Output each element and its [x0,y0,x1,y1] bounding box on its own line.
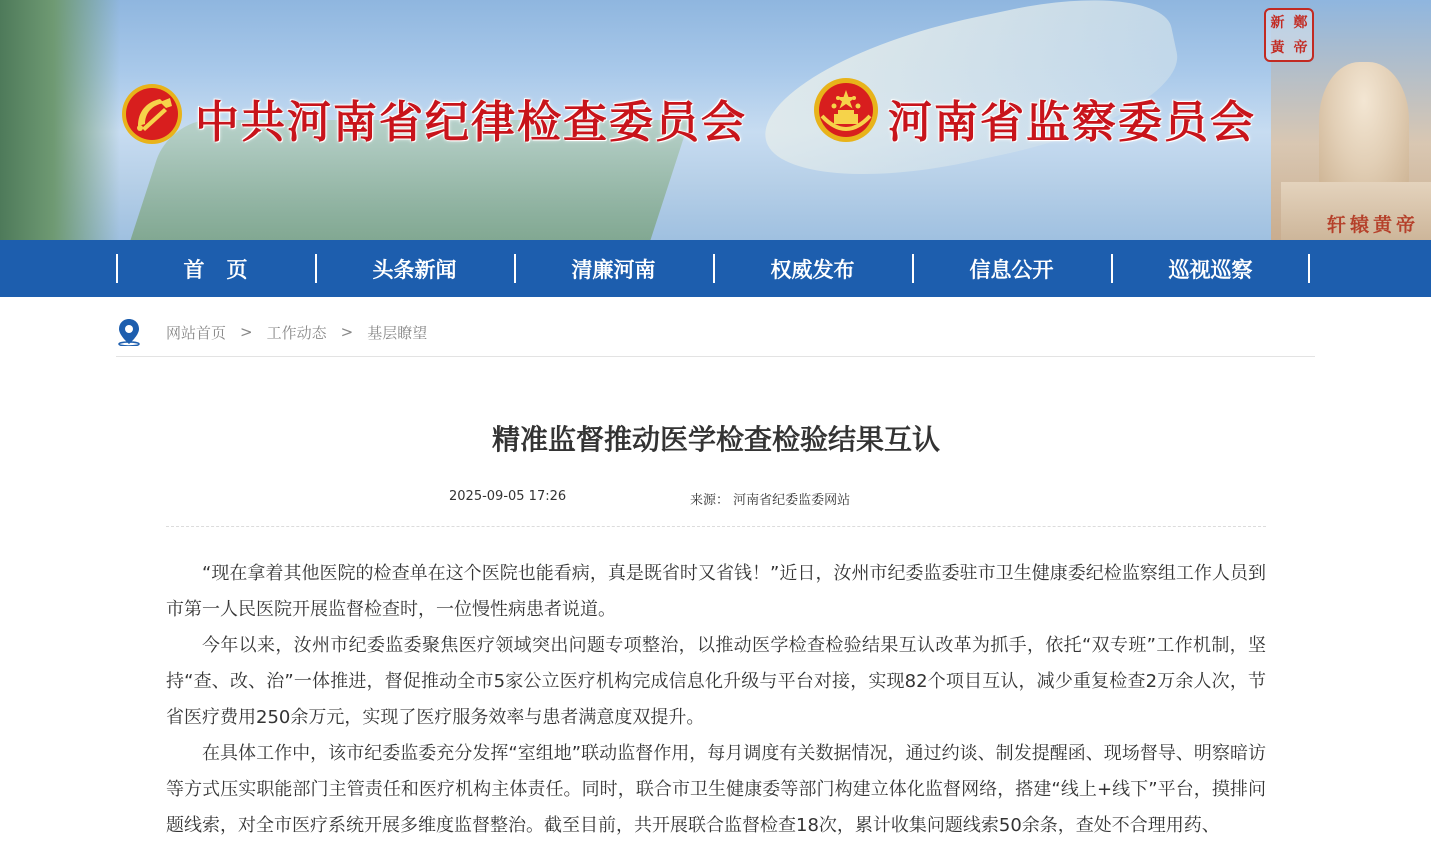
source-name: 河南省纪委监委网站 [733,493,851,508]
article-paragraph: “现在拿着其他医院的检查单在这个医院也能看病，真是既省时又省钱！”近日，汝州市纪委监委驻市卫生健康委纪检监察组工作人员到市第一人民医院开展监督检查时，一位慢性病患者说道。 [166,563,1266,620]
nav-item-headlines[interactable] [315,240,514,297]
location-pin-icon [116,318,142,346]
article-source [690,489,850,508]
yellow-emperor-statue [1319,62,1409,192]
nav-item-inspection[interactable] [1111,240,1310,297]
nav-item-label: 头条新闻 [372,257,457,282]
seal-char: 黃 [1270,39,1285,56]
article-meta [166,487,1266,527]
seal-char: 新 [1270,14,1285,31]
main-nav [0,240,1431,297]
publish-date: 2025-09-05 17:26 [449,489,567,504]
seal-stamp [1264,8,1314,62]
nav-item-label: 权威发布 [770,257,855,282]
nav-item-clean-henan[interactable] [514,240,713,297]
party-emblem-icon [120,82,184,146]
statue-caption: 轩辕黄帝 [1326,214,1419,236]
nav-item-home[interactable] [116,240,315,297]
nav-item-label: 首页 [183,257,270,282]
cpc-commission-title: 中共河南省纪律检查委员会 [195,97,747,148]
article-paragraph: 在具体工作中，该市纪委监委充分发挥“室组地”联动监督作用，每月调度有关数据情况，通过约谈、制发提醒函、现场督导、明察暗访等方式压实职能部门主管责任和医疗机构主体责任。同时，联合市卫生健康委等部门构建立体化监督网络，搭建“线上+线下”平台，摸排问题线索，对全市医疗系统开展多维度监督整治。截至目前，共开展联合监督检查18次，累计收集问题线索50余条，查处不合理用药、 [166,743,1266,836]
nav-item-label: 清廉河南 [571,257,656,282]
breadcrumb-link-work-news[interactable]: 工作动态 [266,323,327,342]
header-banner [0,0,1431,240]
nav-item-label: 巡视巡察 [1168,257,1253,282]
source-label: 来源： [690,493,730,508]
nav-item-label: 信息公开 [969,257,1054,282]
supervision-commission-title: 河南省监察委员会 [888,97,1256,148]
breadcrumb-separator: > [340,323,354,341]
article-title: 精准监督推动医学检查检验结果互认 [491,423,940,456]
breadcrumb-separator: > [240,323,253,341]
article-paragraph: 今年以来，汝州市纪委监委聚焦医疗领域突出问题专项整治，以推动医学检查检验结果互认改革为抓手，依托“双专班”工作机制，坚持“查、改、治”一体推进，督促推动全市5家公立医疗机构完成信息化升级与平台对接，实现82个项目互认，减少重复检查2万余人次，节省医疗费用250余万元，实现了医疗服务效率与患者满意度双提升。 [166,635,1266,728]
breadcrumb [116,318,1315,357]
breadcrumb-link-home[interactable]: 网站首页 [166,323,227,342]
nav-item-releases[interactable] [713,240,912,297]
seal-char: 帝 [1293,39,1308,56]
national-emblem-icon [812,76,880,144]
breadcrumb-link-grassroots[interactable]: 基层瞭望 [367,323,428,342]
seal-char: 鄭 [1293,14,1308,31]
nav-item-disclosure[interactable] [912,240,1111,297]
article-body [166,556,1266,843]
banner-landscape-left [0,0,120,240]
